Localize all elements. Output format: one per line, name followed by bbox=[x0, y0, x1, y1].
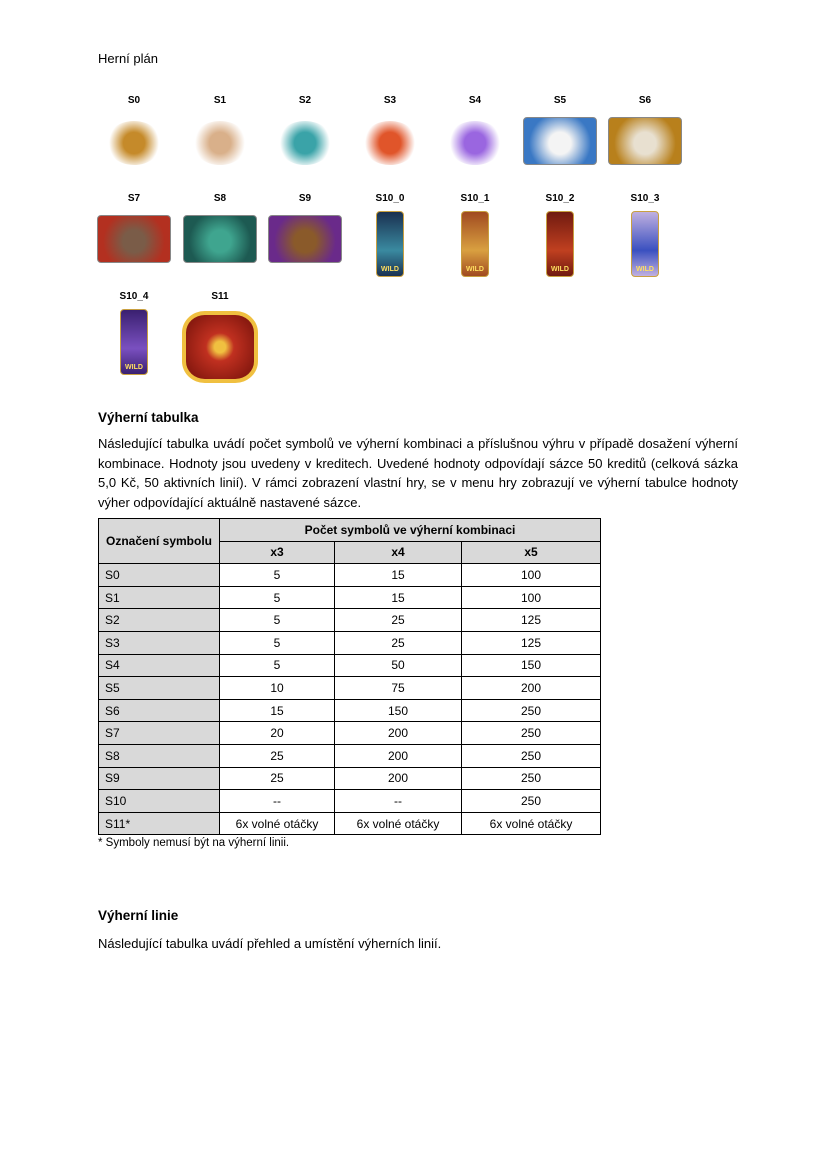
lines-text: Následující tabulka uvádí přehled a umístění výherních linií. bbox=[98, 936, 442, 951]
symbol-name-cell: S3 bbox=[99, 631, 220, 654]
symbol-image bbox=[461, 211, 489, 277]
symbol-image bbox=[182, 311, 258, 383]
payout-cell: 250 bbox=[462, 722, 601, 745]
table-row bbox=[99, 767, 601, 790]
payout-cell: 15 bbox=[335, 586, 462, 609]
symbol-image bbox=[376, 211, 404, 277]
payout-cell: 125 bbox=[462, 609, 601, 632]
symbol-8 bbox=[180, 193, 260, 263]
payout-cell: 200 bbox=[335, 767, 462, 790]
table-row bbox=[99, 812, 601, 835]
symbol-label: S11 bbox=[211, 291, 229, 302]
symbol-name-cell: S5 bbox=[99, 677, 220, 700]
symbol-label: S10_1 bbox=[460, 193, 490, 204]
payout-cell: 5 bbox=[220, 609, 335, 632]
symbol-image bbox=[631, 211, 659, 277]
symbol-label: S0 bbox=[127, 95, 141, 106]
payout-cell: -- bbox=[335, 790, 462, 813]
symbol-image bbox=[523, 117, 597, 165]
symbol-10 bbox=[350, 193, 430, 277]
paytable-intro: Následující tabulka uvádí počet symbolů ve výherní kombinaci a příslušnou výhru v případě dosažení výherní kombinace. Hodnoty jsou uvedeny v kreditech. Uvedené hodnoty odpovídají sázce 50 kreditů (celková sázka 5,0 Kč, 50 aktivních linií). V rámci zobrazení vlastní hry, se v menu hry zobrazují ve výherní tabulce hodnoty výher odpovídající aktuálně nastavené sázce. bbox=[98, 436, 738, 510]
payout-cell: 5 bbox=[220, 586, 335, 609]
section-title: Herní plán bbox=[98, 51, 158, 66]
symbol-name-cell: S10 bbox=[99, 790, 220, 813]
symbol-label: S10_4 bbox=[119, 291, 149, 302]
symbol-2 bbox=[265, 95, 345, 165]
symbol-label: S10_3 bbox=[630, 193, 660, 204]
payout-cell: 6x volné otáčky bbox=[462, 812, 601, 835]
payout-cell: 200 bbox=[462, 677, 601, 700]
payout-cell: 25 bbox=[220, 767, 335, 790]
symbol-3 bbox=[350, 95, 430, 165]
payout-cell: 150 bbox=[335, 699, 462, 722]
payout-cell: 15 bbox=[335, 564, 462, 587]
table-row bbox=[99, 654, 601, 677]
symbol-1 bbox=[180, 95, 260, 165]
payout-cell: 20 bbox=[220, 722, 335, 745]
symbol-15 bbox=[180, 291, 260, 383]
symbol-label: S9 bbox=[298, 193, 312, 204]
symbol-label: S10_2 bbox=[545, 193, 575, 204]
payout-cell: 100 bbox=[462, 586, 601, 609]
symbol-13 bbox=[605, 193, 685, 277]
payout-cell: 5 bbox=[220, 631, 335, 654]
table-row bbox=[99, 586, 601, 609]
col-x4-header: x4 bbox=[335, 541, 462, 564]
table-row bbox=[99, 564, 601, 587]
wild-label: WILD bbox=[636, 266, 654, 273]
symbol-label: S4 bbox=[468, 95, 482, 106]
payout-cell: -- bbox=[220, 790, 335, 813]
symbol-image bbox=[268, 215, 342, 263]
payout-cell: 250 bbox=[462, 790, 601, 813]
symbol-label: S1 bbox=[213, 95, 227, 106]
payout-cell: 25 bbox=[335, 609, 462, 632]
col-x3-header: x3 bbox=[220, 541, 335, 564]
payout-cell: 200 bbox=[335, 744, 462, 767]
symbol-7 bbox=[94, 193, 174, 263]
symbol-label: S2 bbox=[298, 95, 312, 106]
col-x5-header: x5 bbox=[462, 541, 601, 564]
payout-cell: 250 bbox=[462, 767, 601, 790]
table-row bbox=[99, 744, 601, 767]
payout-cell: 100 bbox=[462, 564, 601, 587]
payout-cell: 10 bbox=[220, 677, 335, 700]
wild-label: WILD bbox=[125, 364, 143, 371]
symbol-image bbox=[608, 117, 682, 165]
symbol-label: S7 bbox=[127, 193, 141, 204]
payout-cell: 200 bbox=[335, 722, 462, 745]
symbol-image bbox=[192, 121, 248, 165]
symbol-label: S10_0 bbox=[375, 193, 405, 204]
payout-cell: 6x volné otáčky bbox=[335, 812, 462, 835]
table-row bbox=[99, 631, 601, 654]
symbol-name-cell: S7 bbox=[99, 722, 220, 745]
symbol-image bbox=[546, 211, 574, 277]
symbol-14 bbox=[94, 291, 174, 375]
table-row bbox=[99, 722, 601, 745]
lines-heading: Výherní linie bbox=[98, 908, 179, 923]
symbol-name-cell: S1 bbox=[99, 586, 220, 609]
symbol-5 bbox=[520, 95, 600, 165]
table-row bbox=[99, 677, 601, 700]
payout-cell: 50 bbox=[335, 654, 462, 677]
symbol-name-cell: S6 bbox=[99, 699, 220, 722]
symbol-name-cell: S4 bbox=[99, 654, 220, 677]
symbol-image bbox=[447, 121, 503, 165]
paytable-heading: Výherní tabulka bbox=[98, 410, 199, 425]
symbol-name-cell: S11* bbox=[99, 812, 220, 835]
footnote: * Symboly nemusí být na výherní linii. bbox=[98, 837, 290, 849]
symbol-label: S5 bbox=[553, 95, 567, 106]
payout-cell: 75 bbox=[335, 677, 462, 700]
symbol-image bbox=[106, 121, 162, 165]
table-row bbox=[99, 699, 601, 722]
table-row bbox=[99, 790, 601, 813]
wild-label: WILD bbox=[551, 266, 569, 273]
payout-cell: 5 bbox=[220, 564, 335, 587]
col-symbol-header: Označení symbolu bbox=[99, 519, 220, 564]
symbol-label: S8 bbox=[213, 193, 227, 204]
payout-cell: 15 bbox=[220, 699, 335, 722]
paytable bbox=[98, 518, 601, 835]
symbol-image bbox=[120, 309, 148, 375]
symbol-name-cell: S9 bbox=[99, 767, 220, 790]
symbol-0 bbox=[94, 95, 174, 165]
symbol-image bbox=[277, 121, 333, 165]
payout-cell: 25 bbox=[220, 744, 335, 767]
symbol-name-cell: S0 bbox=[99, 564, 220, 587]
symbol-12 bbox=[520, 193, 600, 277]
symbol-image bbox=[97, 215, 171, 263]
payout-cell: 6x volné otáčky bbox=[220, 812, 335, 835]
table-row bbox=[99, 609, 601, 632]
payout-cell: 125 bbox=[462, 631, 601, 654]
wild-label: WILD bbox=[381, 266, 399, 273]
symbol-label: S3 bbox=[383, 95, 397, 106]
payout-cell: 150 bbox=[462, 654, 601, 677]
wild-label: WILD bbox=[466, 266, 484, 273]
symbol-label: S6 bbox=[638, 95, 652, 106]
symbol-image bbox=[362, 121, 418, 165]
payout-cell: 250 bbox=[462, 699, 601, 722]
symbol-name-cell: S2 bbox=[99, 609, 220, 632]
symbol-name-cell: S8 bbox=[99, 744, 220, 767]
symbol-6 bbox=[605, 95, 685, 165]
col-group-header: Počet symbolů ve výherní kombinaci bbox=[220, 519, 601, 542]
payout-cell: 5 bbox=[220, 654, 335, 677]
payout-cell: 25 bbox=[335, 631, 462, 654]
symbol-11 bbox=[435, 193, 515, 277]
symbol-4 bbox=[435, 95, 515, 165]
symbol-image bbox=[183, 215, 257, 263]
payout-cell: 250 bbox=[462, 744, 601, 767]
symbol-9 bbox=[265, 193, 345, 263]
